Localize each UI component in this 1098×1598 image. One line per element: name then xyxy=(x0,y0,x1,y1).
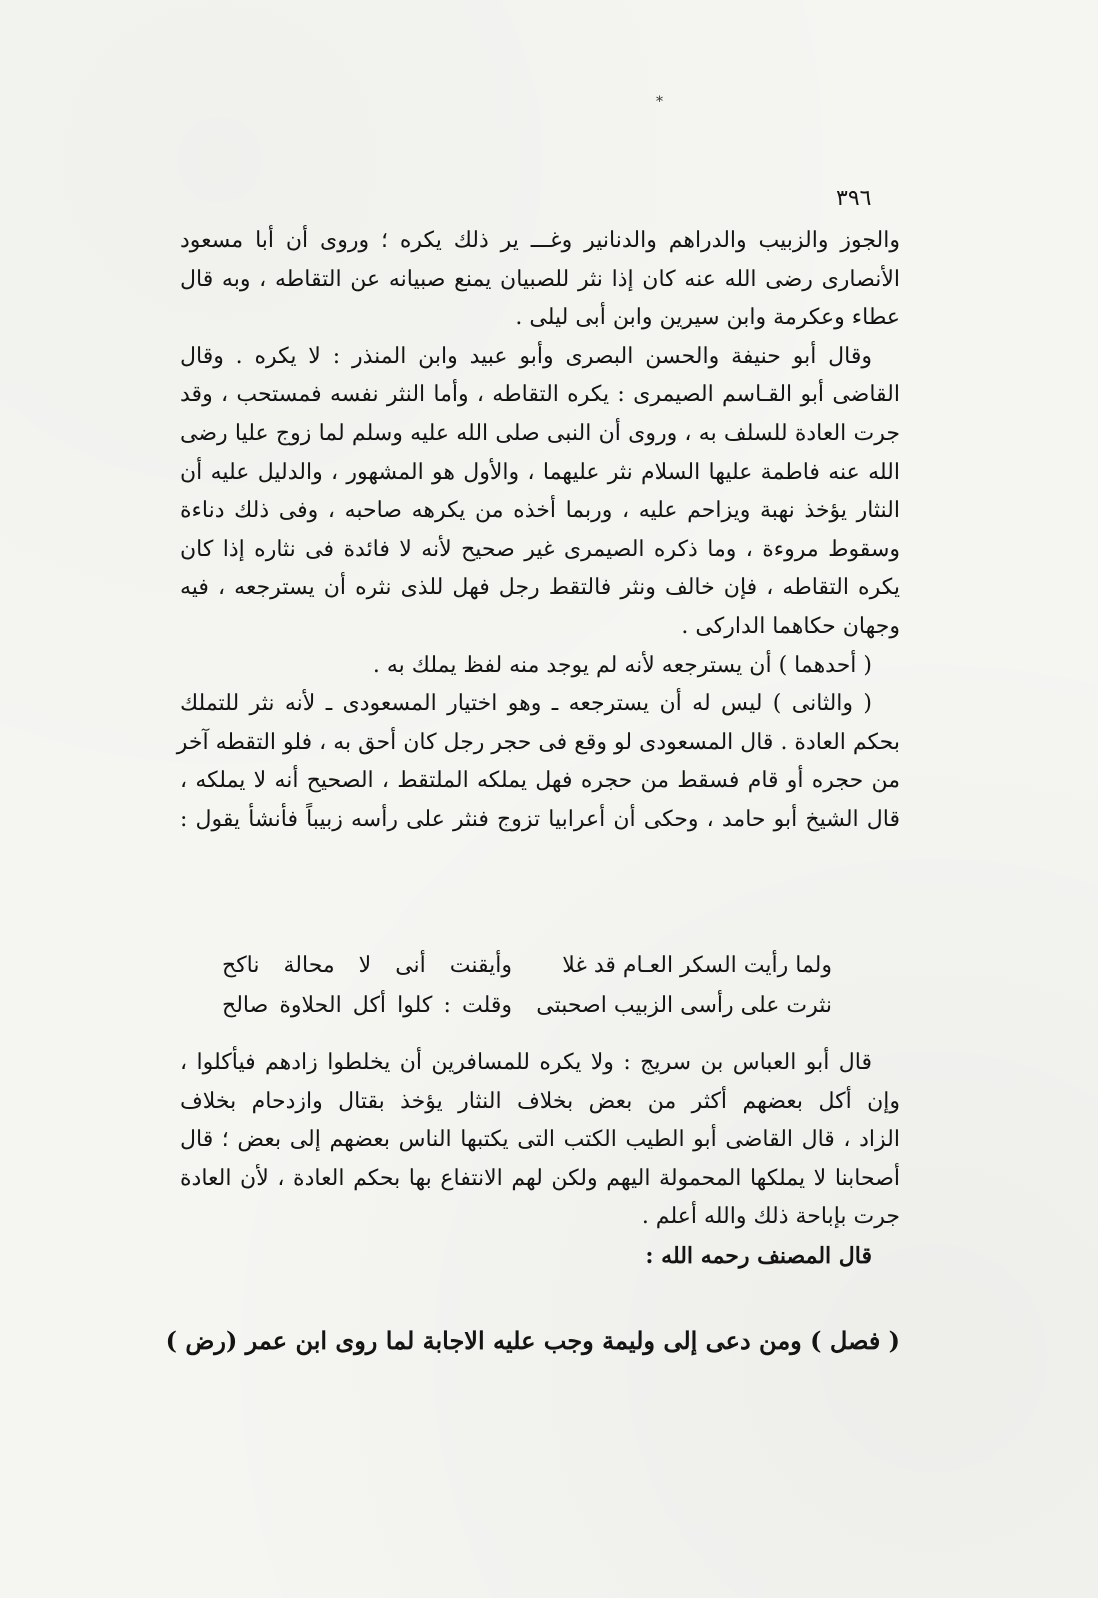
text-line: بحكم العادة . قال المسعودى لو وقع فى حجر رجل كان أحق به ، فلو التقطه آخر xyxy=(176,729,900,755)
text-line: النثار يؤخذ نهبة ويزاحم عليه ، وربما أخذه من يكرهه صاحبه ، وفى ذلك دناءة xyxy=(180,498,900,524)
text-line: ( أحدهما ) أن يسترجعه لأنه لم يوجد منه لفظ يملك به . xyxy=(372,652,872,678)
main-text-continued xyxy=(180,1044,900,1276)
text-line: الزاد ، قال القاضى أبو الطيب الكتب التى يكتبها الناس بعضهم إلى بعض ؛ قال xyxy=(180,1127,900,1153)
text-line: قال أبو العباس بن سريج : ولا يكره للمسافرين أن يخلطوا زادهم فيأكلوا ، xyxy=(180,1050,872,1075)
text-line: وسقوط مروءة ، وما ذكره الصيمرى غير صحيح لأنه لا فائدة فى نثاره إذا كان xyxy=(180,536,900,562)
poem-second-hemistich: وقلت : كلوا أكل الحلاوة صالح xyxy=(222,993,512,1018)
poem-verse xyxy=(222,986,832,1026)
main-text xyxy=(176,222,900,840)
text-line: الله عنه فاطمة عليها السلام نثر عليهما ، والأول هو المشهور ، والدليل عليه أن xyxy=(180,459,900,485)
poem-first-hemistich: نثرت على رأسى الزبيب اصحبتى xyxy=(536,993,832,1018)
section-heading: ( فصل ) ومن دعى إلى وليمة وجب عليه الاجابة لما روى ابن عمر (رض ) xyxy=(165,1326,900,1355)
star-mark: * xyxy=(656,94,663,110)
text-line: وقال أبو حنيفة والحسن البصرى وأبو عبيد وابن المنذر : لا يكره . وقال xyxy=(180,343,872,369)
page-number: ٣٩٦ xyxy=(836,186,872,211)
text-line: أصحابنا لا يملكها المحمولة اليهم ولكن لهم الانتفاع بها بحكم العادة ، لأن العادة xyxy=(180,1165,900,1191)
text-line: وإن أكل بعضهم أكثر من بعض بخلاف النثار يؤخذ بقتال وازدحام بخلاف xyxy=(180,1088,900,1114)
text-line: من حجره أو قام فسقط من حجره فهل يملكه الملتقط ، الصحيح أنه لا يملكه ، xyxy=(180,768,900,794)
text-line: قال الشيخ أبو حامد ، وحكى أن أعرابيا تزوج فنثر على رأسه زبيباً فأنشأ يقول : xyxy=(180,806,900,832)
text-line: يكره التقاطه ، فإن خالف ونثر فالتقط رجل فهل للذى نثره أن يسترجعه ، فيه xyxy=(180,575,900,601)
text-line: ( والثانى ) ليس له أن يسترجعه ـ وهو اختيار المسعودى ـ لأنه نثر للتملك xyxy=(180,691,872,717)
text-line: القاضى أبو القـاسم الصيمرى : يكره التقاطه ، وأما النثر نفسه فمستحب ، وقد xyxy=(180,382,900,408)
text-line: جرت العادة للسلف به ، وروى أن النبى صلى الله عليه وسلم لما زوج عليا رضى xyxy=(180,420,900,446)
text-line: جرت بإباحة ذلك والله أعلم . xyxy=(641,1204,900,1230)
poem-second-hemistich: وأيقنت أنى لا محالة ناكح xyxy=(222,953,512,978)
poem xyxy=(222,946,832,1026)
poem-first-hemistich: ولما رأيت السكر العـام قد غلا xyxy=(562,953,832,978)
text-line: الأنصارى رضى الله عنه كان إذا نثر للصبيان يمنع صبيانه عن التقاطه ، وبه قال xyxy=(180,266,900,292)
poem-verse xyxy=(222,946,832,986)
author-note-line: قال المصنف رحمه الله : xyxy=(645,1242,872,1269)
text-line: وجهان حكاهما الداركى . xyxy=(681,613,900,639)
text-line: عطاء وعكرمة وابن سيرين وابن أبى ليلى . xyxy=(515,305,900,331)
text-line: والجوز والزبيب والدراهم والدنانير وغـــ ير ذلك يكره ؛ وروى أن أبا مسعود xyxy=(180,228,900,253)
